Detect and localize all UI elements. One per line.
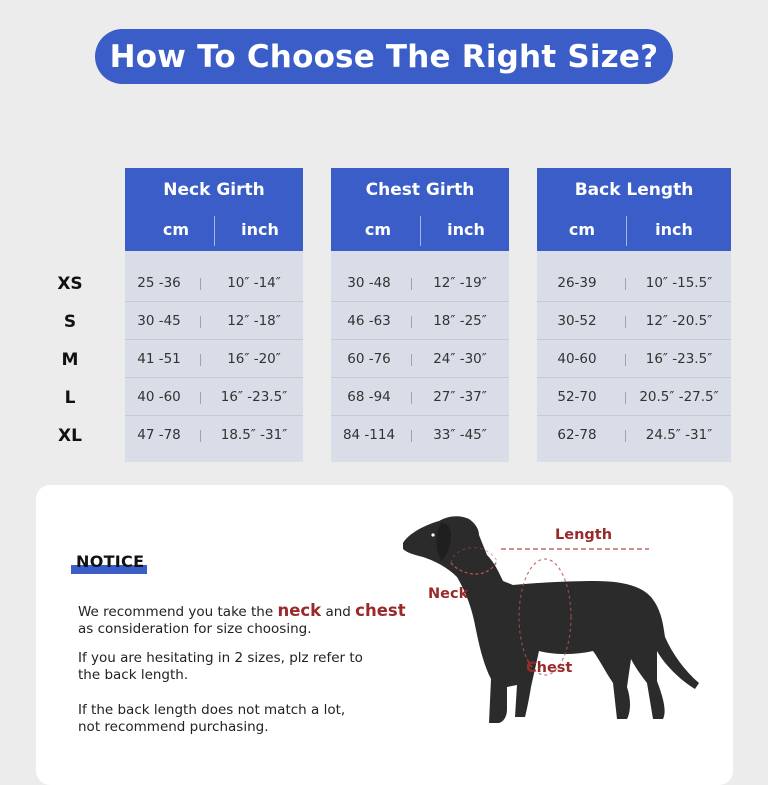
back-inch-m: 16″ -23.5″: [645, 351, 713, 367]
notice-paragraph-2: If you are hesitating in 2 sizes, plz refer to the back length.: [78, 650, 363, 683]
row-divider: [537, 415, 731, 416]
size-label-xs: XS: [57, 274, 83, 294]
header-divider: [214, 216, 215, 246]
notice-p1-pre: We recommend you take the: [78, 604, 274, 620]
cell-divider: [200, 316, 201, 328]
row-divider: [125, 415, 303, 416]
notice-chest-highlight: chest: [355, 601, 406, 620]
row-divider: [125, 301, 303, 302]
row-divider: [537, 377, 731, 378]
cell-divider: [625, 316, 626, 328]
row-divider: [331, 377, 509, 378]
header-divider: [626, 216, 627, 246]
neck-inch-m: 16″ -20″: [227, 351, 281, 367]
neck-inch-xs: 10″ -14″: [227, 275, 281, 291]
neck-inch-s: 12″ -18″: [227, 313, 281, 329]
chest-girth-header: [331, 168, 509, 251]
back-inch-header: inch: [655, 220, 693, 239]
row-divider: [125, 339, 303, 340]
back-cm-header: cm: [568, 220, 596, 239]
back-inch-l: 20.5″ -27.5″: [639, 389, 719, 405]
neck-cm-m: 41 -51: [137, 351, 181, 367]
back-length-header: [537, 168, 731, 251]
back-length-title: Back Length: [574, 180, 694, 200]
back-length-body: [537, 251, 731, 462]
back-cm-l: 52-70: [557, 389, 597, 405]
neck-cm-header: cm: [162, 220, 190, 239]
back-cm-xl: 62-78: [557, 427, 597, 443]
neck-girth-header: [125, 168, 303, 251]
cell-divider: [411, 430, 412, 442]
notice-neck-highlight: neck: [277, 601, 322, 620]
cell-divider: [411, 392, 412, 404]
cell-divider: [200, 430, 201, 442]
cell-divider: [625, 278, 626, 290]
chest-inch-header: inch: [447, 220, 485, 239]
neck-label: Neck: [428, 586, 469, 602]
cell-divider: [411, 354, 412, 366]
chest-inch-m: 24″ -30″: [433, 351, 487, 367]
cell-divider: [625, 392, 626, 404]
neck-cm-l: 40 -60: [137, 389, 181, 405]
neck-cm-s: 30 -45: [137, 313, 181, 329]
neck-inch-xl: 18.5″ -31″: [220, 427, 288, 443]
neck-girth-table: [125, 168, 303, 462]
cell-divider: [625, 354, 626, 366]
chest-label: Chest: [526, 660, 573, 676]
chest-cm-xl: 84 -114: [342, 427, 396, 443]
back-cm-m: 40-60: [557, 351, 597, 367]
neck-cm-xs: 25 -36: [137, 275, 181, 291]
cell-divider: [411, 316, 412, 328]
dog-silhouette-icon: [403, 516, 699, 723]
chest-inch-s: 18″ -25″: [433, 313, 487, 329]
notice-paragraph-1: [78, 602, 408, 638]
notice-p1-and: and: [325, 604, 351, 620]
chest-girth-table: [331, 168, 509, 462]
length-label: Length: [555, 527, 613, 543]
back-inch-xl: 24.5″ -31″: [645, 427, 713, 443]
chest-girth-body: [331, 251, 509, 462]
back-cm-xs: 26-39: [557, 275, 597, 291]
header-divider: [420, 216, 421, 246]
cell-divider: [625, 430, 626, 442]
row-divider: [331, 415, 509, 416]
chest-inch-xs: 12″ -19″: [433, 275, 487, 291]
chest-inch-xl: 33″ -45″: [433, 427, 487, 443]
chest-girth-title: Chest Girth: [365, 180, 475, 200]
neck-girth-body: [125, 251, 303, 462]
chest-cm-header: cm: [364, 220, 392, 239]
notice-title: NOTICE: [76, 552, 145, 571]
cell-divider: [200, 354, 201, 366]
neck-cm-xl: 47 -78: [137, 427, 181, 443]
neck-inch-l: 16″ -23.5″: [220, 389, 288, 405]
chest-cm-s: 46 -63: [347, 313, 391, 329]
back-length-table: [537, 168, 731, 462]
size-label-s: S: [63, 312, 77, 332]
chest-inch-l: 27″ -37″: [433, 389, 487, 405]
size-label-xl: XL: [58, 426, 82, 446]
size-label-l: L: [64, 388, 76, 408]
neck-inch-header: inch: [241, 220, 279, 239]
back-inch-s: 12″ -20.5″: [645, 313, 713, 329]
chest-cm-l: 68 -94: [347, 389, 391, 405]
chest-cm-xs: 30 -48: [347, 275, 391, 291]
chest-cm-m: 60 -76: [347, 351, 391, 367]
back-cm-s: 30-52: [557, 313, 597, 329]
page-title: How To Choose The Right Size?: [95, 29, 673, 84]
notice-p1-post: as consideration for size choosing.: [78, 621, 312, 637]
back-inch-xs: 10″ -15.5″: [645, 275, 713, 291]
cell-divider: [411, 278, 412, 290]
row-divider: [537, 339, 731, 340]
cell-divider: [200, 278, 201, 290]
row-divider: [331, 339, 509, 340]
cell-divider: [200, 392, 201, 404]
row-divider: [331, 301, 509, 302]
row-divider: [125, 377, 303, 378]
notice-paragraph-3: If the back length does not match a lot, not recommend purchasing.: [78, 702, 346, 735]
neck-girth-title: Neck Girth: [163, 180, 265, 200]
size-label-m: M: [61, 350, 79, 370]
row-divider: [537, 301, 731, 302]
